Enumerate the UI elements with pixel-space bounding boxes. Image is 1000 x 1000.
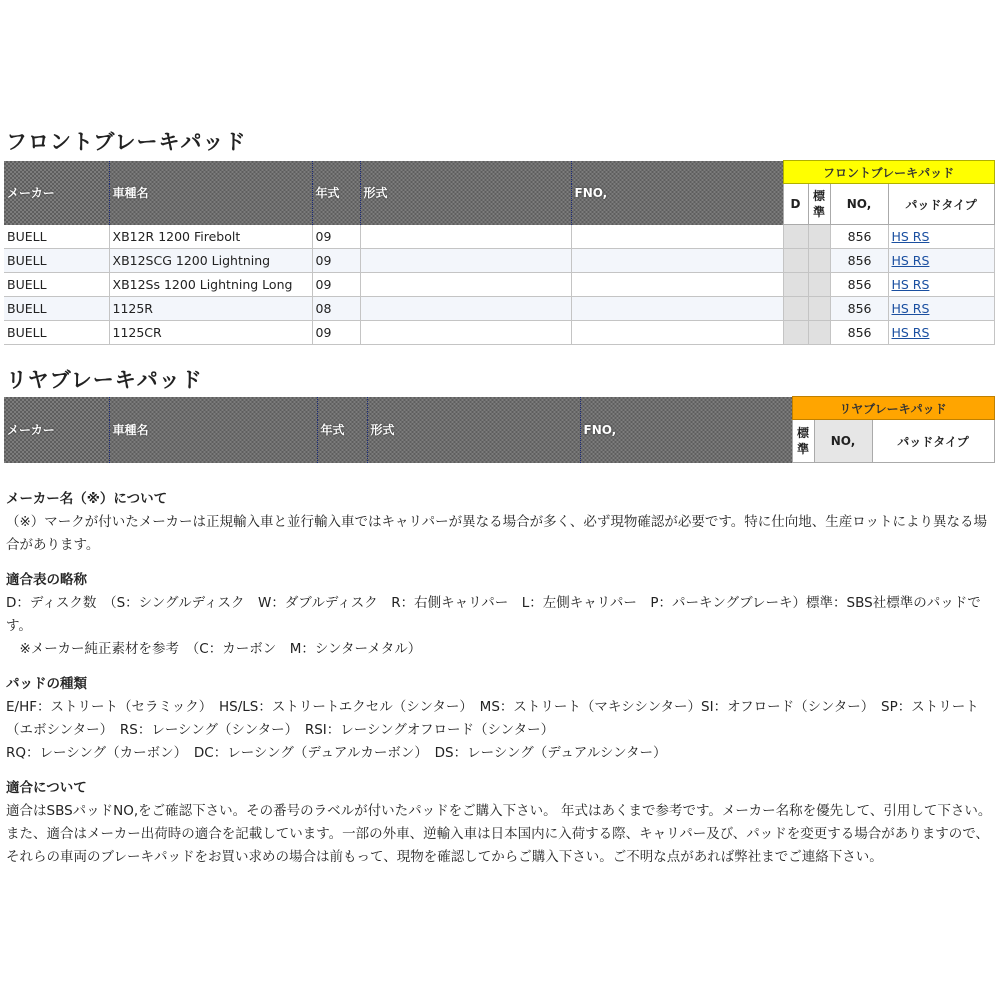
rear-pad-table — [4, 396, 995, 463]
notes-pad-title: パッドの種類 — [6, 676, 87, 692]
cell-padtype — [888, 273, 994, 297]
table-row — [4, 321, 994, 345]
pad-type-link[interactable]: HS RS — [891, 229, 930, 244]
front-section-title: フロントブレーキパッド — [6, 130, 247, 154]
cell-maker: BUELL — [4, 321, 109, 345]
notes-pad-text1: E/HF：ストリート（セラミック） HS/LS：ストリートエクセル（シンター） MS：ストリート（マキシシンター）SI：オフロード（シンター） SP：ストリート（エボシンター） RS：レーシング（シンター） RSI：レーシングオフロード（シンター） — [6, 699, 979, 738]
rear-section-title: リヤブレーキパッド — [6, 368, 203, 392]
pad-type-link[interactable]: HS RS — [891, 253, 930, 268]
front-pad-group-header: フロントブレーキパッド — [783, 161, 994, 184]
rear-header-model: 車種名 — [109, 397, 317, 463]
notes-fit-title: 適合について — [6, 780, 87, 796]
rear-header-no: NO, — [814, 420, 872, 463]
header-type: 形式 — [360, 161, 571, 225]
cell-fno — [571, 249, 783, 273]
notes-abbr-text2: ※メーカー純正素材を参考 （C：カーボン M：シンターメタル） — [6, 641, 422, 657]
notes-maker-title: メーカー名（※）について — [6, 491, 168, 507]
header-no: NO, — [830, 184, 888, 225]
cell-padtype — [888, 249, 994, 273]
notes-pad-text2: RQ：レーシング（カーボン） DC：レーシング（デュアルカーボン） DS：レーシング（デュアルシンター） — [6, 745, 667, 761]
cell-year: 08 — [312, 297, 360, 321]
cell-year: 09 — [312, 273, 360, 297]
cell-d — [783, 321, 808, 345]
cell-standard — [808, 249, 830, 273]
cell-no: 856 — [830, 249, 888, 273]
table-row — [4, 273, 994, 297]
cell-no: 856 — [830, 321, 888, 345]
cell-type — [360, 249, 571, 273]
pad-type-link[interactable]: HS RS — [891, 277, 930, 292]
cell-model: XB12SCG 1200 Lightning — [109, 249, 312, 273]
cell-standard — [808, 297, 830, 321]
cell-no: 856 — [830, 297, 888, 321]
cell-d — [783, 297, 808, 321]
header-padtype: パッドタイプ — [888, 184, 994, 225]
front-pad-table — [4, 160, 995, 345]
cell-fno — [571, 225, 783, 249]
notes-abbr-title: 適合表の略称 — [6, 572, 87, 588]
cell-year: 09 — [312, 225, 360, 249]
cell-no: 856 — [830, 273, 888, 297]
cell-padtype — [888, 321, 994, 345]
rear-pad-group-header: リヤブレーキパッド — [792, 397, 994, 420]
cell-year: 09 — [312, 321, 360, 345]
notes-maker-text: （※）マークが付いたメーカーは正規輸入車と並行輸入車ではキャリパーが異なる場合が多く、必ず現物確認が必要です。特に仕向地、生産ロットにより異なる場合があります。 — [6, 514, 988, 553]
notes-fit-text: 適合はSBSパッドNO,をご確認下さい。その番号のラベルが付いたパッドをご購入下さい。 年式はあくまで参考です。メーカー名称を優先して、引用して下さい。また、適合はメーカー出荷時の適合を記載しています。一部の外車、逆輸入車は日本国内に入荷する際、キャリパー及び、パッドを変更する場合がありますので、それらの車両のブレーキパッドをお買い求めの場合は前もって、現物を確認してからご購入下さい。ご不明な点があれば弊社までご連絡下さい。 — [6, 803, 992, 865]
table-row — [4, 249, 994, 273]
cell-standard — [808, 321, 830, 345]
cell-fno — [571, 321, 783, 345]
cell-no: 856 — [830, 225, 888, 249]
rear-header-padtype: パッドタイプ — [872, 420, 994, 463]
rear-header-year: 年式 — [317, 397, 367, 463]
cell-model: 1125CR — [109, 321, 312, 345]
cell-d — [783, 273, 808, 297]
pad-type-link[interactable]: HS RS — [891, 301, 930, 316]
header-d: D — [783, 184, 808, 225]
header-year: 年式 — [312, 161, 360, 225]
cell-d — [783, 225, 808, 249]
rear-header-fno: FNO, — [580, 397, 792, 463]
cell-maker: BUELL — [4, 225, 109, 249]
cell-fno — [571, 297, 783, 321]
notes-section — [6, 488, 996, 869]
header-standard: 標 準 — [808, 184, 830, 225]
rear-header-standard: 標 準 — [792, 420, 814, 463]
cell-year: 09 — [312, 249, 360, 273]
cell-model: XB12Ss 1200 Lightning Long — [109, 273, 312, 297]
pad-type-link[interactable]: HS RS — [891, 325, 930, 340]
rear-header-type: 形式 — [367, 397, 580, 463]
cell-model: 1125R — [109, 297, 312, 321]
cell-padtype — [888, 297, 994, 321]
cell-standard — [808, 225, 830, 249]
cell-maker: BUELL — [4, 273, 109, 297]
cell-maker: BUELL — [4, 297, 109, 321]
cell-fno — [571, 273, 783, 297]
cell-type — [360, 225, 571, 249]
cell-padtype — [888, 225, 994, 249]
header-fno: FNO, — [571, 161, 783, 225]
header-maker: メーカー — [4, 161, 109, 225]
cell-type — [360, 297, 571, 321]
header-model: 車種名 — [109, 161, 312, 225]
cell-standard — [808, 273, 830, 297]
table-row — [4, 297, 994, 321]
notes-abbr-text: D：ディスク数 （S：シングルディスク W：ダブルディスク R：右側キャリパー L：左側キャリパー P：パーキングブレーキ）標準：SBS社標準のパッドです。 — [6, 595, 981, 634]
rear-header-maker: メーカー — [4, 397, 109, 463]
cell-type — [360, 321, 571, 345]
cell-d — [783, 249, 808, 273]
table-row — [4, 225, 994, 249]
cell-model: XB12R 1200 Firebolt — [109, 225, 312, 249]
cell-type — [360, 273, 571, 297]
cell-maker: BUELL — [4, 249, 109, 273]
